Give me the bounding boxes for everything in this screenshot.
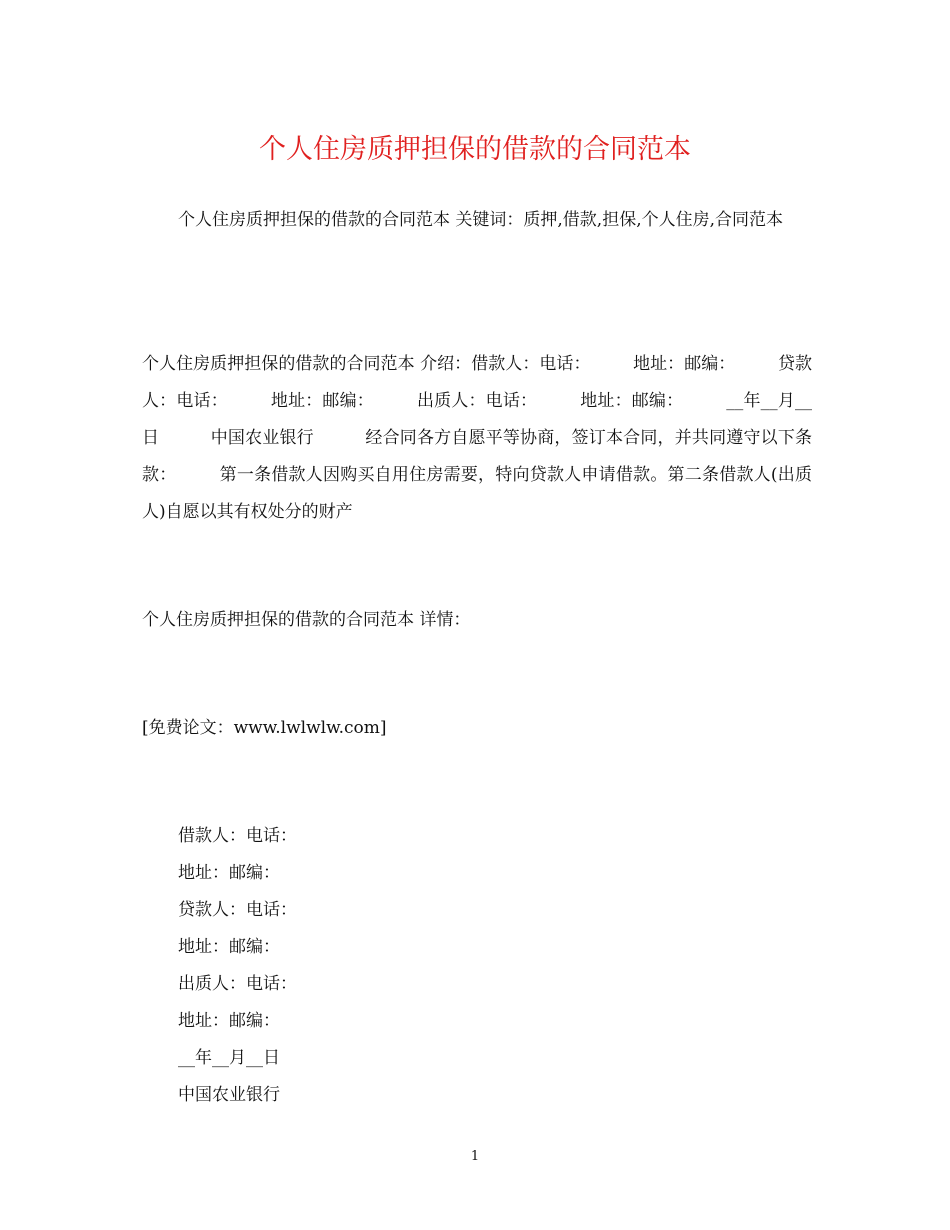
list-item: 地址：邮编： <box>178 863 280 883</box>
list-item: 地址：邮编： <box>178 1011 280 1031</box>
document-title: 个人住房质押担保的借款的合同范本 <box>259 134 691 165</box>
page-number: 1 <box>470 1149 480 1164</box>
intro-paragraph: 个人住房质押担保的借款的合同范本 介绍：借款人：电话： 地址：邮编： 贷款人：电话： 地址：邮编： 出质人：电话： 地址：邮编： __年__月__日 中国农业银行 经合同各方自愿平等协商，签订本合同，并共同遵守以下条款： 第一条借款人因购买自用住房需要，特向贷款人申请借款。第二条借款人(出质人)自愿以其有权处分的财产 <box>142 354 812 522</box>
list-item: 借款人：电话： <box>178 826 297 846</box>
source-note: [免费论文：www.lwlwlw.com] <box>142 718 387 738</box>
details-heading: 个人住房质押担保的借款的合同范本 详情： <box>142 610 471 630</box>
list-item: 地址：邮编： <box>178 937 280 957</box>
keywords-paragraph: 个人住房质押担保的借款的合同范本 关键词：质押,借款,担保,个人住房,合同范本 <box>178 210 784 230</box>
list-item: 出质人：电话： <box>178 974 297 994</box>
parties-list <box>178 818 297 1114</box>
list-item: __年__月__日 <box>178 1048 280 1068</box>
list-item: 贷款人：电话： <box>178 900 297 920</box>
list-item: 中国农业银行 <box>178 1085 280 1105</box>
